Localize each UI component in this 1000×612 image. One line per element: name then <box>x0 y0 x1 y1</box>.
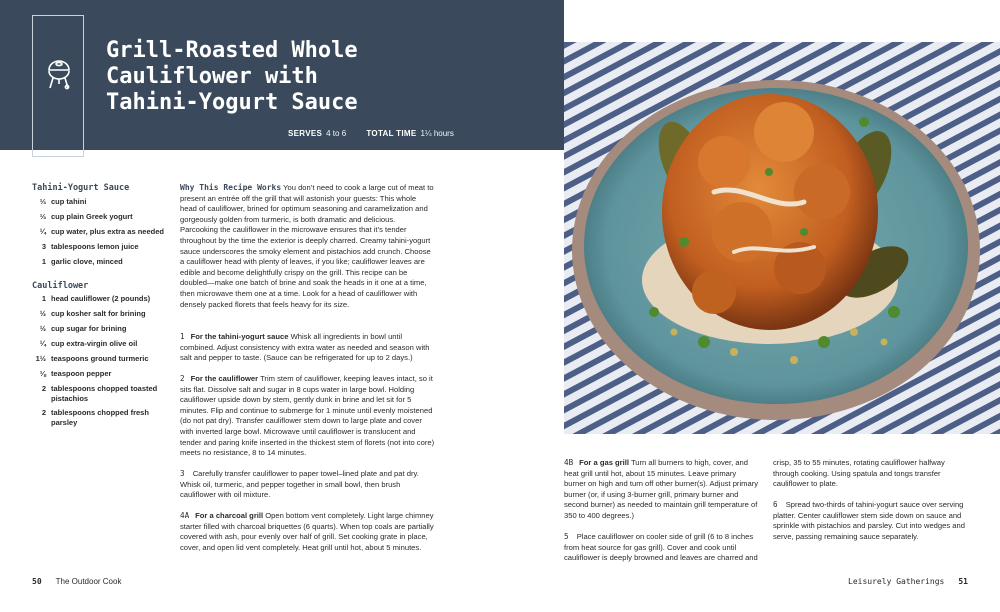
time-value: 1¼ hours <box>420 129 454 138</box>
grill-icon <box>46 58 72 90</box>
step-4b: 4B For a gas grill Turn all burners to high, cover, and heat grill until hot, about 15 minutes. Leave primary burner on high and turn off other burner(s). Adjust primary burner (or, if using 3-burner grill, primary burner and second burner) as needed to maintain grill temperature of 350 to 400 degrees.) <box>564 458 759 520</box>
recipe-meta <box>288 129 472 138</box>
right-page-number: 51 <box>958 577 968 586</box>
step-4a: 4A For a charcoal grill Open bottom vent completely. Light large chimney starter filled with charcoal briquettes (6 quarts). When top coals are partially covered with ash, pour evenly over half of grill. Set cooking grate in place, cover, and open lid vent completely. Heat grill until hot, about 5 minutes. <box>180 511 434 552</box>
step-6: 6 Spread two-thirds of tahini-yogurt sauce over serving platter. Center cauliflower stem side down on sauce and sprinkle with pistachios and parsley. Cut into wedges and serve, passing remaining sauce separately. <box>773 500 965 541</box>
step-1: 1 For the tahini-yogurt sauce Whisk all ingredients in bowl until combined. Adjust consistency with extra water as needed and season with salt and pepper to taste. (Sauce can be refrigerated for up to 2 days.) <box>180 332 430 363</box>
intro-text: You don’t need to cook a large cut of meat to present an entrée off the grill that will astonish your guests: This whole head of cauliflower, brined for optimum seasoning and caramelization and gorgeously golden from turmeric, is both dramatic and delicious. Parcooking the cauliflower in the microwave ensures that it’s tender throughout by the time the exterior is deeply charred. Creamy tahini-yogurt sauce underscores the smoky element and pistachios add crunch. Choose a cauliflower head with plenty of leaves, if you like; cauliflower leaves are edible and become delightfully crispy on the grill. This recipe can be doubled—make one batch of brine and soak the heads in it one at a time, then microwave them one at a time. Look for a head of cauliflower with densely packed florets that feels heavy for its size. <box>180 183 434 309</box>
time-label: TOTAL TIME <box>366 129 417 138</box>
intro-heading: Why This Recipe Works <box>180 183 282 192</box>
step-2: 2 For the cauliflower Trim stem of cauliflower, keeping leaves intact, so it sits flat. Dissolve salt and sugar in 8 cups water in large bowl. Holding cauliflower upside down by stem, gently dunk in brine and let sit for 5 minutes. Flip and continue to submerge for 1 minute until evenly moistened (do not pat dry). Transfer cauliflower stem down to large plate and cover with inverted large bowl. Microwave until cauliflower is translucent and tender and paring knife inserted in the thickest stem of florets (not into core) meets no resistance, 8 to 14 minutes. <box>180 374 435 458</box>
title-line-1: Grill-Roasted Whole <box>106 38 358 63</box>
ingredient-group-heading: Cauliflower <box>32 281 89 291</box>
cauliflower-photo <box>564 42 1000 434</box>
footer-right <box>848 577 968 586</box>
title-line-3: Tahini-Yogurt Sauce <box>106 90 358 115</box>
step-5-continued: crisp, 35 to 55 minutes, rotating cauliflower halfway through cooking. Using spatula and tongs transfer cauliflower to plate. <box>773 458 945 489</box>
ingredient-group-heading: Tahini-Yogurt Sauce <box>32 183 130 193</box>
intro-paragraph <box>180 183 435 310</box>
serves-label: SERVES <box>288 129 323 138</box>
photo-illustration <box>564 42 1000 434</box>
step-3: 3 Carefully transfer cauliflower to paper towel–lined plate and pat dry. Whisk oil, turmeric, and pepper together in small bowl, then brush cauliflower with oil mixture. <box>180 469 419 500</box>
serves-value: 4 to 6 <box>326 129 347 138</box>
footer-left <box>32 577 121 586</box>
step-5: 5 Place cauliflower on cooler side of grill (6 to 8 inches from heat source for gas grill). Cover and cook until cauliflower is deeply browned and leaves are charred and <box>564 532 758 563</box>
left-page-number: 50 <box>32 577 42 586</box>
title-line-2: Cauliflower with <box>106 64 318 89</box>
recipe-title <box>106 38 546 116</box>
right-running-title: Leisurely Gatherings <box>848 577 945 586</box>
left-running-title: The Outdoor Cook <box>55 577 122 586</box>
